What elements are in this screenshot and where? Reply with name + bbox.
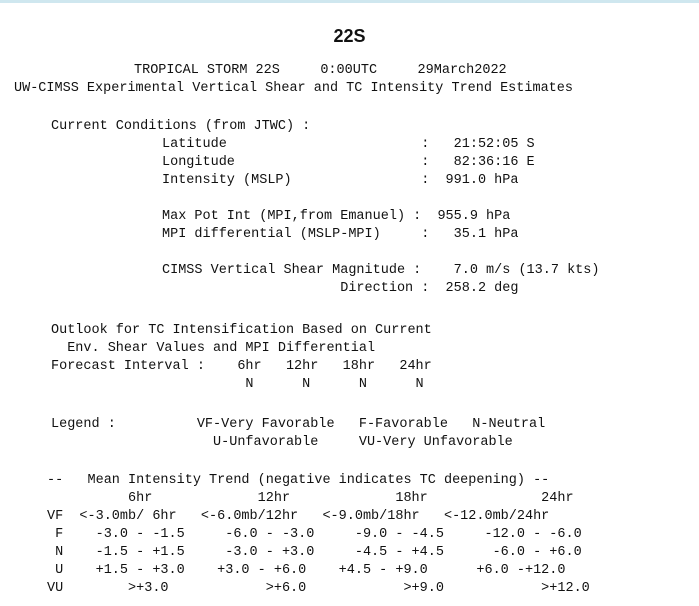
longitude-line: Longitude : 82:36:16 E — [162, 155, 535, 170]
trend-table-title: -- Mean Intensity Trend (negative indicates TC deepening) -- — [47, 473, 550, 488]
trend-row-n: N -1.5 - +1.5 -3.0 - +3.0 -4.5 - +4.5 -6.0 - +6.0 — [47, 545, 582, 560]
outlook-block — [51, 322, 432, 394]
forecast-values-line: N N N N — [51, 377, 424, 392]
spacer-line — [162, 244, 599, 262]
trend-row-f: F -3.0 - -1.5 -6.0 - -3.0 -9.0 - -4.5 -12.0 - -6.0 — [47, 527, 582, 542]
current-conditions-block — [162, 136, 599, 298]
mpi-line: Max Pot Int (MPI,from Emanuel) : 955.9 hPa — [162, 209, 511, 224]
legend-block — [51, 416, 545, 452]
trend-row-u: U +1.5 - +3.0 +3.0 - +6.0 +4.5 - +9.0 +6.0 -+12.0 — [47, 563, 566, 578]
header-product-line: UW-CIMSS Experimental Vertical Shear and TC Intensity Trend Estimates — [14, 81, 573, 96]
legend-line-1: Legend : VF-Very Favorable F-Favorable N-Neutral — [51, 417, 546, 432]
trend-row-vu: VU >+3.0 >+6.0 >+9.0 >+12.0 — [47, 581, 590, 596]
spacer-line — [162, 190, 599, 208]
forecast-interval-line: Forecast Interval : 6hr 12hr 18hr 24hr — [51, 359, 432, 374]
trend-row-vf: VF <-3.0mb/ 6hr <-6.0mb/12hr <-9.0mb/18hr <-12.0mb/24hr — [47, 509, 550, 524]
latitude-line: Latitude : 21:52:05 S — [162, 137, 535, 152]
mpi-differential-line: MPI differential (MSLP-MPI) : 35.1 hPa — [162, 227, 519, 242]
top-border-line — [0, 0, 699, 3]
current-conditions-heading: Current Conditions (from JTWC) : — [51, 119, 311, 134]
header-storm-line: TROPICAL STORM 22S 0:00UTC 29March2022 — [134, 63, 507, 78]
legend-line-2: U-Unfavorable VU-Very Unfavorable — [51, 435, 513, 450]
shear-direction-line: Direction : 258.2 deg — [162, 281, 519, 296]
intensity-line: Intensity (MSLP) : 991.0 hPa — [162, 173, 519, 188]
outlook-title-line: Outlook for TC Intensification Based on Current — [51, 323, 432, 338]
trend-table — [47, 472, 590, 598]
outlook-subtitle-line: Env. Shear Values and MPI Differential — [51, 341, 376, 356]
trend-table-header: 6hr 12hr 18hr 24hr — [47, 491, 574, 506]
storm-title: 22S — [333, 26, 366, 46]
shear-magnitude-line: CIMSS Vertical Shear Magnitude : 7.0 m/s (13.7 kts) — [162, 263, 600, 278]
